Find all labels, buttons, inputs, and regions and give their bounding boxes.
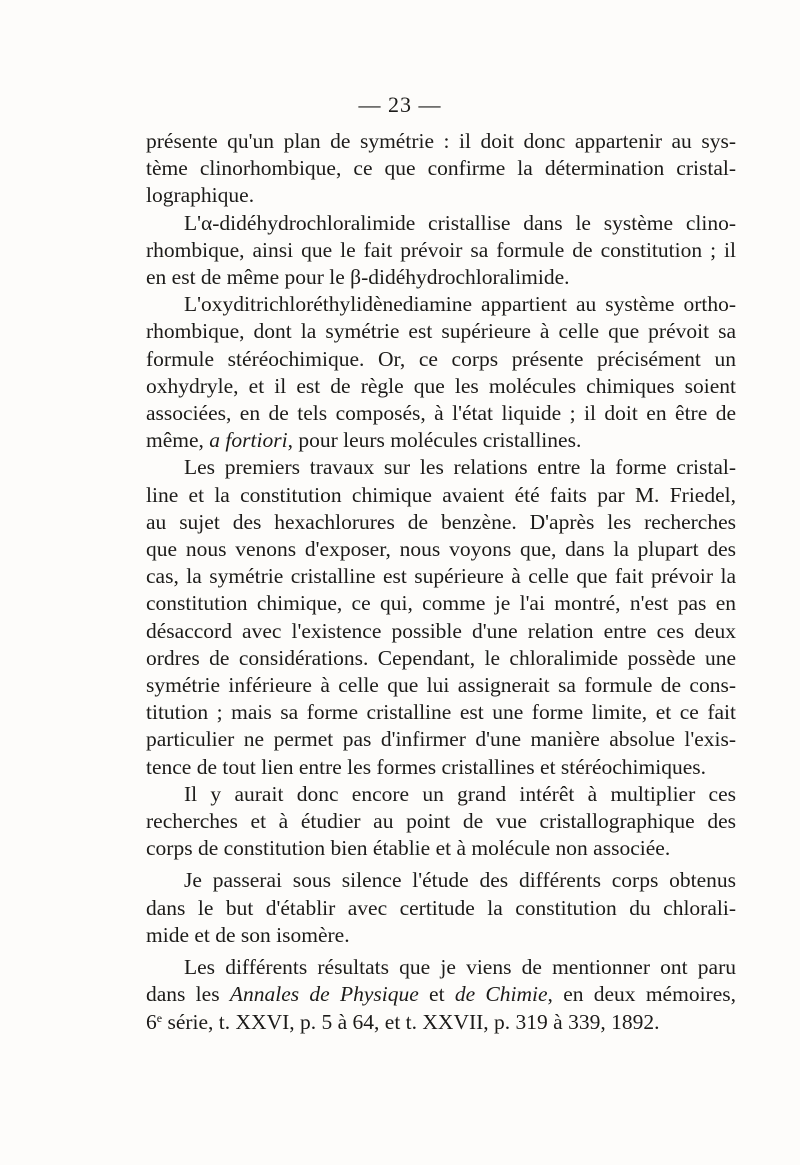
paragraph <box>146 454 736 780</box>
text-line: mide et de son isomère. <box>146 922 350 947</box>
series-number: 6 <box>146 1009 157 1034</box>
body-text <box>146 128 736 1036</box>
text-line: line et la constitution chimique avaient été faits par M. Friedel, <box>146 482 736 507</box>
text-line: symétrie inférieure à celle que lui assignerait sa formule de cons- <box>146 673 736 698</box>
text-line: cas, la symétrie cristalline est supérieure à celle que fait prévoir la <box>146 564 736 589</box>
text-line: désaccord avec l'existence possible d'une relation entre ces deux <box>146 618 736 643</box>
text-line: lographique. <box>146 183 255 208</box>
italic-phrase: Annales de Physique <box>229 982 419 1007</box>
text-line: Les différents résultats que je viens de mentionner ont paru <box>184 955 736 980</box>
text-line: recherches et à étudier au point de vue cristallographique des <box>146 809 736 834</box>
text-line: Je passerai sous silence l'étude des différents corps obtenus <box>184 868 736 893</box>
text-line: que nous venons d'exposer, nous voyons que, dans la plupart des <box>146 537 736 562</box>
text-run: et <box>418 982 455 1007</box>
text-line: tème clinorhombique, ce que confirme la détermination cristal- <box>146 156 736 181</box>
paragraph <box>146 210 736 292</box>
text-line: tence de tout lien entre les formes cristallines et stéréochimiques. <box>146 754 706 779</box>
text-line: L'α-didéhydrochloralimide cristallise dans le système clino- <box>184 210 736 235</box>
text-line: dans le but d'établir avec certitude la constitution du chlorali- <box>146 895 736 920</box>
text-line: rhombique, ainsi que le fait prévoir sa formule de constitution ; il <box>146 237 736 262</box>
text-line: associées, en de tels composés, à l'état liquide ; il doit en être de <box>146 401 736 426</box>
text-line: Il y aurait donc encore un grand intérêt à multiplier ces <box>184 781 736 806</box>
text-run: même, <box>146 428 210 453</box>
text-line: titution ; mais sa forme cristalline est une forme limite, et ce fait <box>146 700 736 725</box>
text-line <box>146 1009 736 1036</box>
text-line <box>146 427 736 454</box>
paragraph <box>146 781 736 863</box>
text-run: dans les <box>146 982 230 1007</box>
paragraph <box>146 291 736 454</box>
paragraph <box>146 867 736 949</box>
text-line: formule stéréochimique. Or, ce corps présente précisément un <box>146 346 736 371</box>
text-run: , pour leurs molécules cristallines. <box>287 428 582 453</box>
text-line: corps de constitution bien établie et à molécule non associée. <box>146 836 671 861</box>
text-line: rhombique, dont la symétrie est supérieure à celle que prévoit sa <box>146 319 736 344</box>
paragraph <box>146 128 736 210</box>
text-line: au sujet des hexachlorures de benzène. D'après les recherches <box>146 509 736 534</box>
italic-phrase: a fortiori <box>209 428 288 453</box>
superscript: e <box>156 1010 163 1025</box>
text-line: en est de même pour le β-didéhydrochloralimide. <box>146 265 570 290</box>
text-run: série, t. XXVI, p. 5 à 64, et t. XXVII, p. 319 à 339, 1892. <box>162 1009 660 1034</box>
page-number: — 23 — <box>358 92 442 117</box>
paragraph <box>146 954 736 1036</box>
text-line: oxhydryle, et il est de règle que les molécules chimiques soient <box>146 373 736 398</box>
text-line <box>146 981 736 1008</box>
text-line: particulier ne permet pas d'infirmer d'une manière absolue l'exis- <box>146 727 736 752</box>
text-line: ordres de considérations. Cependant, le chloralimide possède une <box>146 645 736 670</box>
text-line: Les premiers travaux sur les relations entre la forme cristal- <box>184 455 736 480</box>
text-run: , en deux mémoires, <box>547 982 736 1007</box>
text-line: L'oxyditrichloréthylidènediamine appartient au système ortho- <box>184 292 736 317</box>
text-line: présente qu'un plan de symétrie : il doit donc appartenir au sys- <box>146 129 736 153</box>
text-line: constitution chimique, ce qui, comme je l'ai montré, n'est pas en <box>146 591 736 616</box>
italic-phrase: de Chimie <box>454 982 548 1007</box>
